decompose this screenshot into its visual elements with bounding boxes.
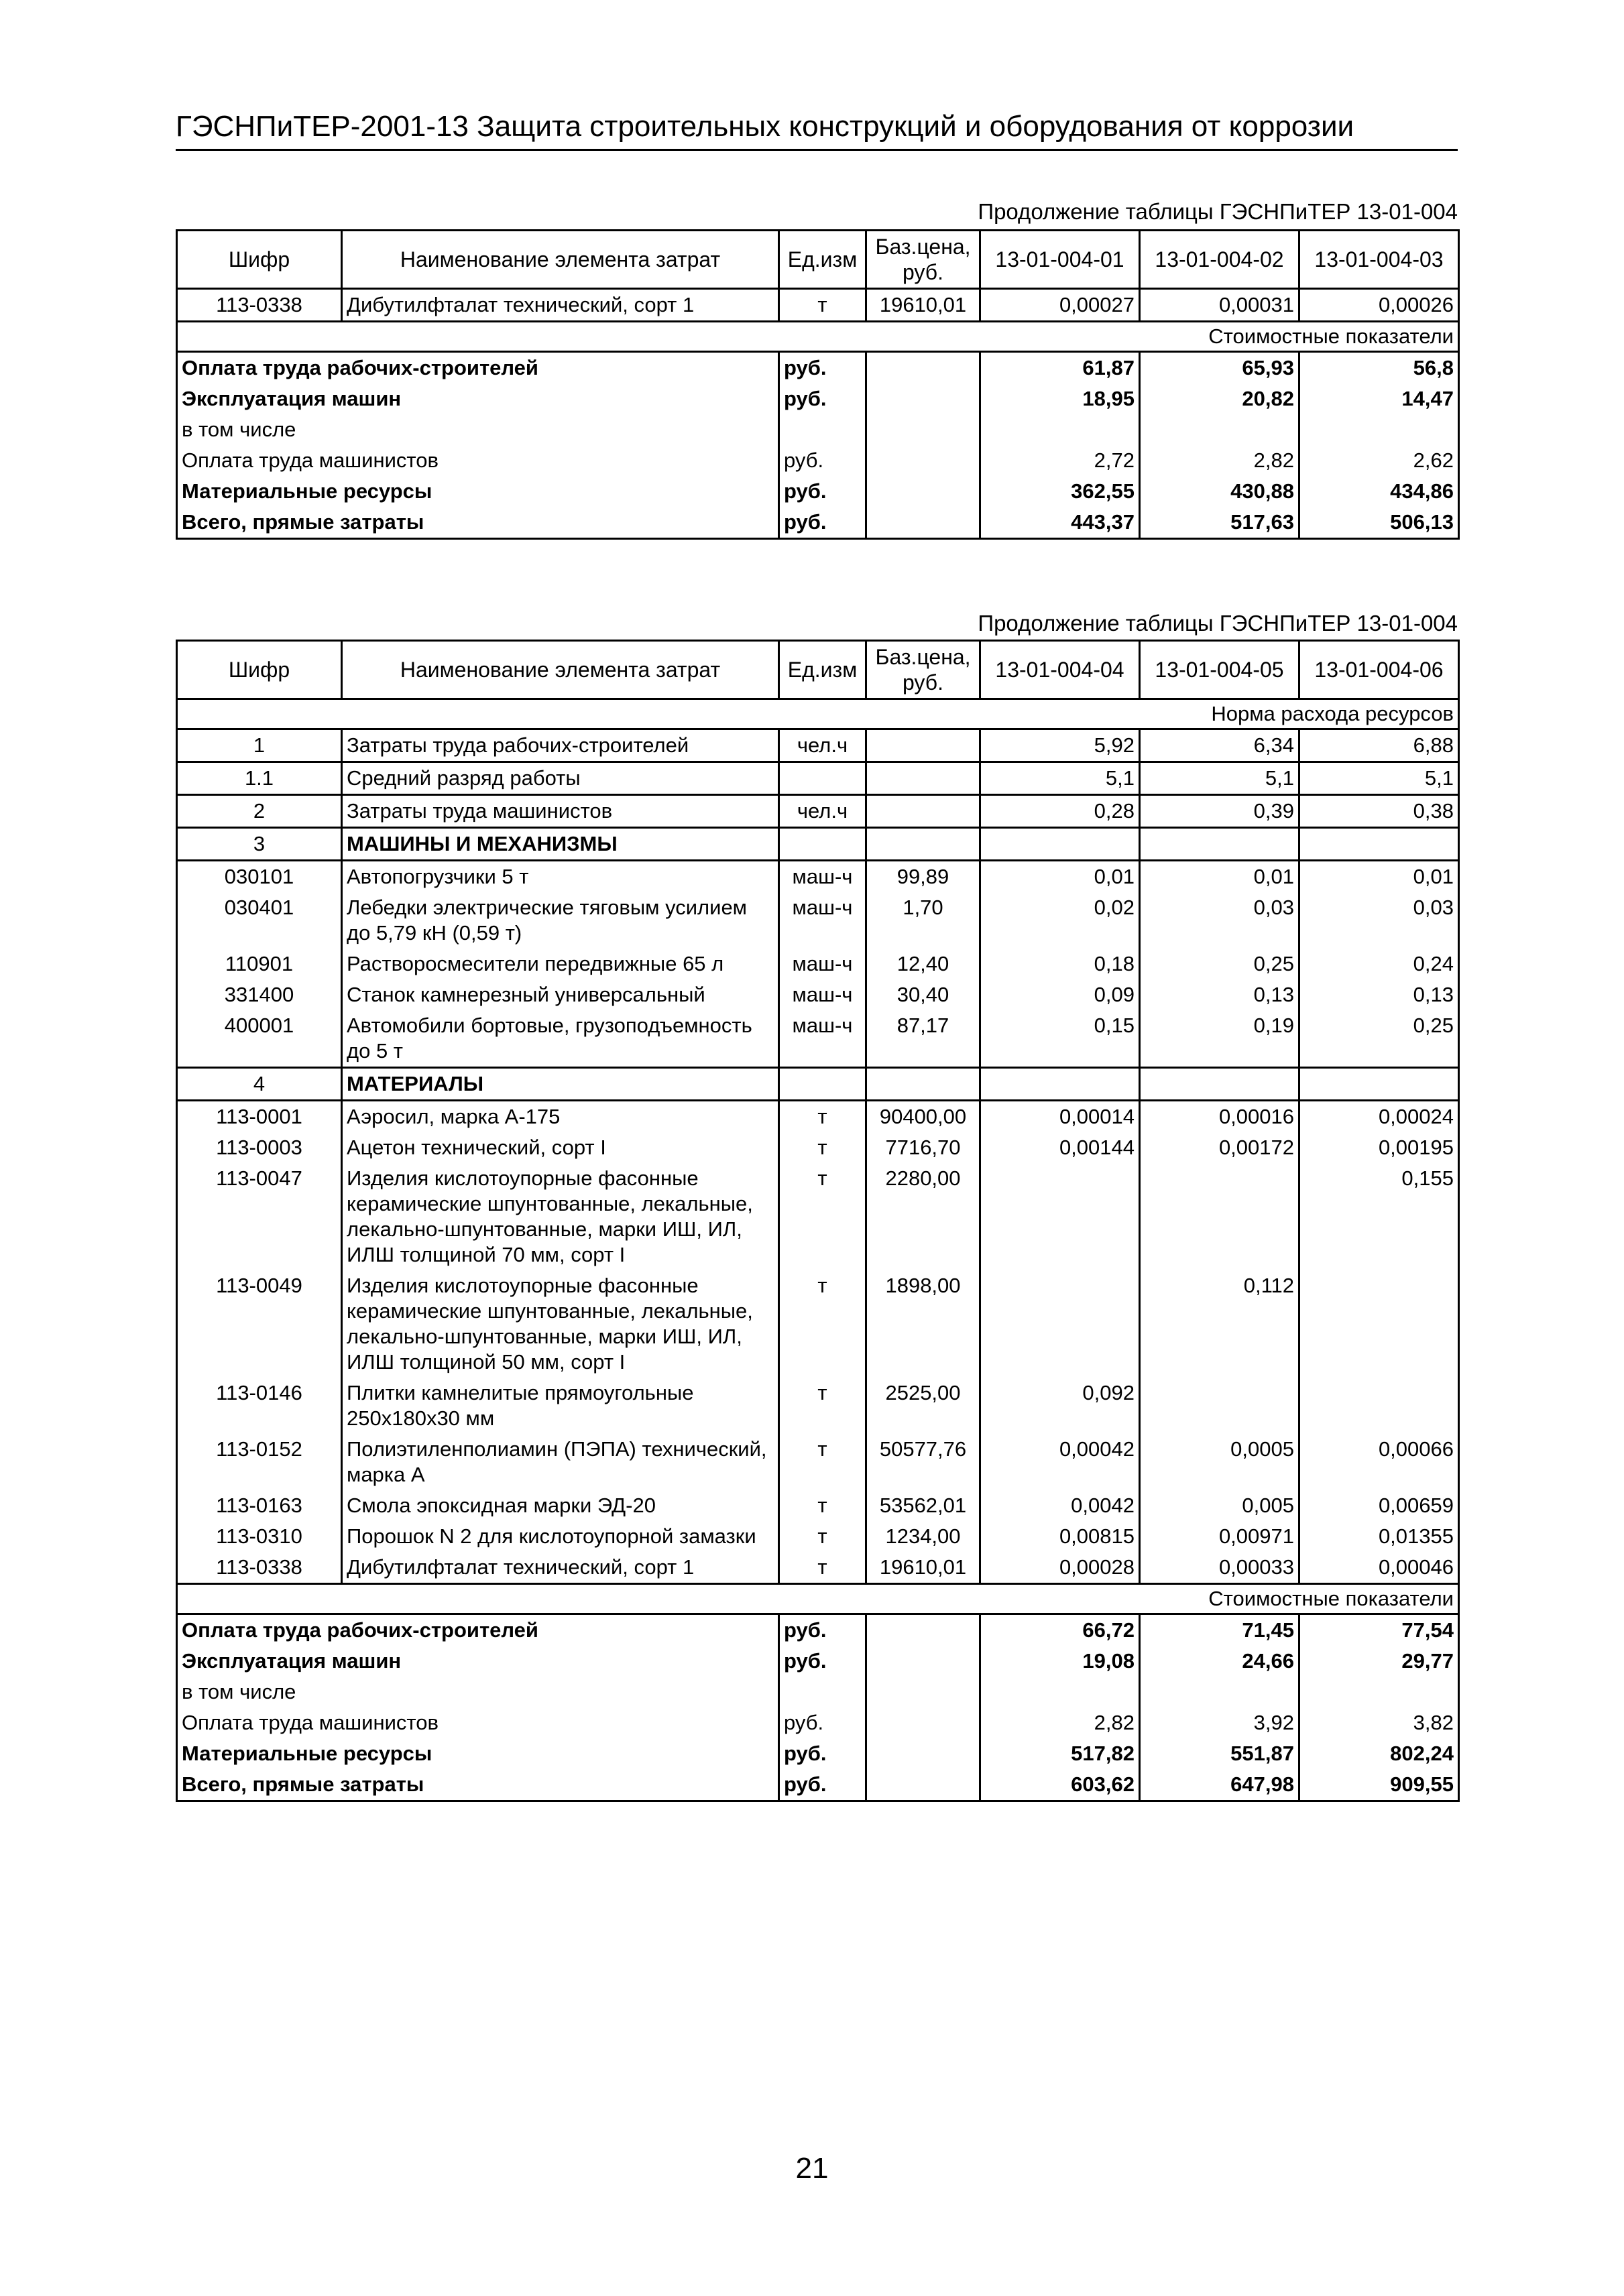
- header-row: [177, 231, 1459, 289]
- table-cell: 1.1: [177, 762, 342, 795]
- table-cell: чел.ч: [779, 795, 866, 828]
- cost-row: [177, 1707, 1459, 1738]
- cost-value: 443,37: [980, 507, 1140, 539]
- table-cell: маш-ч: [779, 949, 866, 979]
- cost-label: Всего, прямые затраты: [177, 1769, 779, 1801]
- cost-unit: руб.: [779, 352, 866, 384]
- table-cell: маш-ч: [779, 861, 866, 893]
- table-cell: 0,01: [980, 861, 1140, 893]
- cost-empty: [866, 1769, 980, 1801]
- cost-unit: руб.: [779, 507, 866, 539]
- table-cell: 0,39: [1140, 795, 1299, 828]
- table-row: [177, 892, 1459, 949]
- table-row: [177, 1490, 1459, 1521]
- table-row: [177, 949, 1459, 979]
- table-cell: 0,09: [980, 979, 1140, 1010]
- header-row: [177, 641, 1459, 699]
- table-cell: 5,92: [980, 729, 1140, 762]
- table-cell: т: [779, 1521, 866, 1552]
- cost-row: [177, 352, 1459, 384]
- table-cell: Станок камнерезный универсальный: [342, 979, 779, 1010]
- table-row: [177, 1378, 1459, 1434]
- page-number: 21: [795, 2152, 829, 2185]
- cost-unit: руб.: [779, 1769, 866, 1801]
- table-row: [177, 762, 1459, 795]
- table-cell: 1234,00: [866, 1521, 980, 1552]
- cost-empty: [866, 383, 980, 414]
- table-cell: 5,1: [980, 762, 1140, 795]
- table-cell: 113-0338: [177, 1552, 342, 1584]
- table-cell: [779, 762, 866, 795]
- table-cell: т: [779, 1490, 866, 1521]
- table-cell: [866, 729, 980, 762]
- table-cell: 0,00027: [980, 289, 1140, 322]
- cost-row: [177, 476, 1459, 507]
- table-cell: Изделия кислотоупорные фасонные керамические шпунтованные, лекальные, лекально-шпунтованные, марки ИШ, ИЛ, ИЛШ толщиной 70 мм, сорт I: [342, 1163, 779, 1270]
- table-row: [177, 1068, 1459, 1101]
- table-cell: 113-0047: [177, 1163, 342, 1270]
- table-cell: 87,17: [866, 1010, 980, 1068]
- column-header: Ед.изм: [779, 231, 866, 289]
- section-label: Стоимостные показатели: [177, 322, 1459, 352]
- cost-label: Оплата труда машинистов: [177, 445, 779, 476]
- cost-empty: [866, 1614, 980, 1646]
- cost-value: 362,55: [980, 476, 1140, 507]
- cost-value: 20,82: [1140, 383, 1299, 414]
- cost-value: 517,63: [1140, 507, 1299, 539]
- table-cell: 53562,01: [866, 1490, 980, 1521]
- table-cell: 0,15: [980, 1010, 1140, 1068]
- table-cell: 0,02: [980, 892, 1140, 949]
- table-cell: [1299, 1378, 1459, 1434]
- table-cell: Лебедки электрические тяговым усилием до 5,79 кН (0,59 т): [342, 892, 779, 949]
- table-row: [177, 1132, 1459, 1163]
- table-row: [177, 1101, 1459, 1133]
- table-cell: 113-0049: [177, 1270, 342, 1378]
- table-cell: 50577,76: [866, 1434, 980, 1490]
- table-cell: Плитки камнелитые прямоугольные 250х180х30 мм: [342, 1378, 779, 1434]
- table-row: [177, 729, 1459, 762]
- table-cell: Автопогрузчики 5 т: [342, 861, 779, 893]
- cost-empty: [866, 1707, 980, 1738]
- cost-empty: [866, 352, 980, 384]
- table-cell: 030401: [177, 892, 342, 949]
- cost-value: 430,88: [1140, 476, 1299, 507]
- table-cell: 30,40: [866, 979, 980, 1010]
- cost-value: 18,95: [980, 383, 1140, 414]
- table-cell: Затраты труда машинистов: [342, 795, 779, 828]
- cost-label: Оплата труда рабочих-строителей: [177, 352, 779, 384]
- cost-value: [980, 1677, 1140, 1707]
- cost-empty: [866, 445, 980, 476]
- table-cell: 4: [177, 1068, 342, 1101]
- table-cell: т: [779, 1101, 866, 1133]
- cost-row: [177, 1769, 1459, 1801]
- table-row: [177, 1521, 1459, 1552]
- cost-value: 551,87: [1140, 1738, 1299, 1769]
- column-header: 13-01-004-04: [980, 641, 1140, 699]
- cost-empty: [866, 1646, 980, 1677]
- table-cell: 0,00026: [1299, 289, 1459, 322]
- table-cell: 0,00195: [1299, 1132, 1459, 1163]
- table-cell: Затраты труда рабочих-строителей: [342, 729, 779, 762]
- table-cell: [980, 1163, 1140, 1270]
- cost-value: 517,82: [980, 1738, 1140, 1769]
- cost-value: 603,62: [980, 1769, 1140, 1801]
- table-row: [177, 828, 1459, 861]
- table-cell: 0,00016: [1140, 1101, 1299, 1133]
- table-cell: 0,00046: [1299, 1552, 1459, 1584]
- table-cell: 0,00024: [1299, 1101, 1459, 1133]
- cost-value: 3,92: [1140, 1707, 1299, 1738]
- table-cell: 0,0005: [1140, 1434, 1299, 1490]
- table-cell: 113-0152: [177, 1434, 342, 1490]
- section-row: [177, 699, 1459, 729]
- table-cell: т: [779, 1434, 866, 1490]
- table-row: [177, 1434, 1459, 1490]
- table-cell: [1140, 828, 1299, 861]
- table-cell: маш-ч: [779, 892, 866, 949]
- table-cell: Ацетон технический, сорт I: [342, 1132, 779, 1163]
- table-cell: 0,38: [1299, 795, 1459, 828]
- cost-label: Материальные ресурсы: [177, 476, 779, 507]
- cost-label: Оплата труда машинистов: [177, 1707, 779, 1738]
- table-cell: 1,70: [866, 892, 980, 949]
- table-cell: 0,25: [1299, 1010, 1459, 1068]
- table-cell: т: [779, 1132, 866, 1163]
- table-cell: МАШИНЫ И МЕХАНИЗМЫ: [342, 828, 779, 861]
- table-cell: [779, 1068, 866, 1101]
- table-cell: 0,24: [1299, 949, 1459, 979]
- table-cell: 5,1: [1299, 762, 1459, 795]
- cost-value: 802,24: [1299, 1738, 1459, 1769]
- cost-label: Эксплуатация машин: [177, 1646, 779, 1677]
- cost-value: 647,98: [1140, 1769, 1299, 1801]
- cost-value: 65,93: [1140, 352, 1299, 384]
- table-cell: Аэросил, марка А-175: [342, 1101, 779, 1133]
- table-cell: Порошок N 2 для кислотоупорной замазки: [342, 1521, 779, 1552]
- table-cell: 113-0003: [177, 1132, 342, 1163]
- table-cell: 3: [177, 828, 342, 861]
- cost-row: [177, 383, 1459, 414]
- table-cell: 331400: [177, 979, 342, 1010]
- table-cell: 0,00042: [980, 1434, 1140, 1490]
- table-cell: Средний разряд работы: [342, 762, 779, 795]
- column-header: 13-01-004-06: [1299, 641, 1459, 699]
- table-cell: 113-0310: [177, 1521, 342, 1552]
- table-cell: т: [779, 289, 866, 322]
- table-cell: Автомобили бортовые, грузоподъемность до 5 т: [342, 1010, 779, 1068]
- cost-unit: руб.: [779, 1738, 866, 1769]
- cost-value: [980, 414, 1140, 445]
- table-cell: 19610,01: [866, 289, 980, 322]
- section-label: Норма расхода ресурсов: [177, 699, 1459, 729]
- table-cell: 6,88: [1299, 729, 1459, 762]
- table-cell: 2: [177, 795, 342, 828]
- cost-value: 2,72: [980, 445, 1140, 476]
- table-cell: т: [779, 1378, 866, 1434]
- table-cell: 0,00815: [980, 1521, 1140, 1552]
- table-cell: Полиэтиленполиамин (ПЭПА) технический, марка А: [342, 1434, 779, 1490]
- table-cell: 0,00971: [1140, 1521, 1299, 1552]
- cost-row: [177, 445, 1459, 476]
- table-cell: маш-ч: [779, 1010, 866, 1068]
- cost-value: 909,55: [1299, 1769, 1459, 1801]
- table-cell: [980, 828, 1140, 861]
- cost-row: [177, 414, 1459, 445]
- table-row: [177, 1010, 1459, 1068]
- cost-value: [1140, 1677, 1299, 1707]
- cost-row: [177, 507, 1459, 539]
- cost-value: 2,82: [980, 1707, 1140, 1738]
- table-cell: [1299, 828, 1459, 861]
- table-cell: 0,00028: [980, 1552, 1140, 1584]
- cost-value: 2,62: [1299, 445, 1459, 476]
- table1: [176, 229, 1460, 540]
- table-cell: 1: [177, 729, 342, 762]
- table-row: [177, 795, 1459, 828]
- cost-label: Эксплуатация машин: [177, 383, 779, 414]
- table-cell: [1299, 1068, 1459, 1101]
- table-cell: маш-ч: [779, 979, 866, 1010]
- table-cell: 400001: [177, 1010, 342, 1068]
- column-header: Наименование элемента затрат: [342, 641, 779, 699]
- cost-unit: руб.: [779, 476, 866, 507]
- table-cell: 0,19: [1140, 1010, 1299, 1068]
- cost-label: в том числе: [177, 1677, 779, 1707]
- table-cell: 0,03: [1299, 892, 1459, 949]
- table-cell: 0,28: [980, 795, 1140, 828]
- column-header: 13-01-004-05: [1140, 641, 1299, 699]
- table-cell: [866, 1068, 980, 1101]
- table-cell: чел.ч: [779, 729, 866, 762]
- section-row: [177, 1584, 1459, 1614]
- table-row: [177, 979, 1459, 1010]
- table-cell: 0,005: [1140, 1490, 1299, 1521]
- table-cell: 0,00659: [1299, 1490, 1459, 1521]
- table-cell: 90400,00: [866, 1101, 980, 1133]
- cost-empty: [866, 507, 980, 539]
- table-cell: 0,00031: [1140, 289, 1299, 322]
- table-cell: 7716,70: [866, 1132, 980, 1163]
- cost-row: [177, 1614, 1459, 1646]
- table-cell: т: [779, 1163, 866, 1270]
- cost-empty: [866, 414, 980, 445]
- cost-value: 61,87: [980, 352, 1140, 384]
- column-header: Ед.изм: [779, 641, 866, 699]
- cost-unit: руб.: [779, 1614, 866, 1646]
- table-cell: 6,34: [1140, 729, 1299, 762]
- table-cell: 99,89: [866, 861, 980, 893]
- table2: [176, 640, 1460, 1802]
- table-cell: Дибутилфталат технический, сорт 1: [342, 289, 779, 322]
- table-cell: [980, 1068, 1140, 1101]
- column-header: 13-01-004-01: [980, 231, 1140, 289]
- cost-value: 77,54: [1299, 1614, 1459, 1646]
- table-cell: 113-0001: [177, 1101, 342, 1133]
- cost-value: 71,45: [1140, 1614, 1299, 1646]
- cost-row: [177, 1677, 1459, 1707]
- cost-value: 29,77: [1299, 1646, 1459, 1677]
- cost-label: Оплата труда рабочих-строителей: [177, 1614, 779, 1646]
- table-cell: 19610,01: [866, 1552, 980, 1584]
- table-cell: 0,092: [980, 1378, 1140, 1434]
- table-cell: 5,1: [1140, 762, 1299, 795]
- table-cell: 030101: [177, 861, 342, 893]
- table1-continuation: Продолжение таблицы ГЭСНПиТЕР 13-01-004: [978, 199, 1458, 224]
- table-cell: 0,00033: [1140, 1552, 1299, 1584]
- table-cell: 110901: [177, 949, 342, 979]
- column-header: Шифр: [177, 231, 342, 289]
- table2-continuation: Продолжение таблицы ГЭСНПиТЕР 13-01-004: [978, 611, 1458, 636]
- table-cell: 113-0338: [177, 289, 342, 322]
- table-cell: 0,112: [1140, 1270, 1299, 1378]
- table-cell: 0,18: [980, 949, 1140, 979]
- table-cell: 0,13: [1299, 979, 1459, 1010]
- cost-value: [1140, 414, 1299, 445]
- table-cell: 113-0163: [177, 1490, 342, 1521]
- cost-value: 19,08: [980, 1646, 1140, 1677]
- table-cell: 0,00014: [980, 1101, 1140, 1133]
- cost-value: 434,86: [1299, 476, 1459, 507]
- table-cell: Дибутилфталат технический, сорт 1: [342, 1552, 779, 1584]
- cost-value: 14,47: [1299, 383, 1459, 414]
- cost-value: 56,8: [1299, 352, 1459, 384]
- table-cell: [980, 1270, 1140, 1378]
- cost-unit: руб.: [779, 1707, 866, 1738]
- cost-value: 506,13: [1299, 507, 1459, 539]
- cost-unit: руб.: [779, 445, 866, 476]
- cost-value: [1299, 414, 1459, 445]
- table-cell: 0,155: [1299, 1163, 1459, 1270]
- cost-label: Всего, прямые затраты: [177, 507, 779, 539]
- table-cell: 0,13: [1140, 979, 1299, 1010]
- table-cell: Растворосмесители передвижные 65 л: [342, 949, 779, 979]
- table-cell: [1140, 1068, 1299, 1101]
- table-cell: [779, 828, 866, 861]
- cost-unit: [779, 414, 866, 445]
- cost-value: 2,82: [1140, 445, 1299, 476]
- table-cell: 0,00172: [1140, 1132, 1299, 1163]
- table-row: [177, 1270, 1459, 1378]
- table-cell: 0,00144: [980, 1132, 1140, 1163]
- cost-value: 3,82: [1299, 1707, 1459, 1738]
- table-cell: 0,01355: [1299, 1521, 1459, 1552]
- table-cell: [1140, 1378, 1299, 1434]
- cost-empty: [866, 476, 980, 507]
- table-cell: 12,40: [866, 949, 980, 979]
- table-row: [177, 1163, 1459, 1270]
- table-cell: 113-0146: [177, 1378, 342, 1434]
- cost-value: 66,72: [980, 1614, 1140, 1646]
- table-cell: Изделия кислотоупорные фасонные керамические шпунтованные, лекальные, лекально-шпунтованные, марки ИШ, ИЛ, ИЛШ толщиной 50 мм, сорт I: [342, 1270, 779, 1378]
- table-cell: Смола эпоксидная марки ЭД-20: [342, 1490, 779, 1521]
- column-header: Баз.цена, руб.: [866, 231, 980, 289]
- table-cell: [1299, 1270, 1459, 1378]
- cost-label: Материальные ресурсы: [177, 1738, 779, 1769]
- table-cell: 0,01: [1140, 861, 1299, 893]
- table-cell: 0,01: [1299, 861, 1459, 893]
- table-cell: 2525,00: [866, 1378, 980, 1434]
- table-row: [177, 289, 1459, 322]
- section-label: Стоимостные показатели: [177, 1584, 1459, 1614]
- cost-row: [177, 1646, 1459, 1677]
- table-row: [177, 861, 1459, 893]
- table-cell: т: [779, 1552, 866, 1584]
- table-cell: 0,0042: [980, 1490, 1140, 1521]
- cost-empty: [866, 1738, 980, 1769]
- section-row: [177, 322, 1459, 352]
- cost-label: в том числе: [177, 414, 779, 445]
- table-cell: [866, 795, 980, 828]
- table-cell: т: [779, 1270, 866, 1378]
- table-cell: 1898,00: [866, 1270, 980, 1378]
- cost-unit: руб.: [779, 1646, 866, 1677]
- column-header: 13-01-004-03: [1299, 231, 1459, 289]
- table-cell: 2280,00: [866, 1163, 980, 1270]
- table-cell: [866, 762, 980, 795]
- table-cell: 0,03: [1140, 892, 1299, 949]
- cost-unit: руб.: [779, 383, 866, 414]
- table-row: [177, 1552, 1459, 1584]
- page-header: ГЭСНПиТЕР-2001-13 Защита строительных конструкций и оборудования от коррозии: [176, 107, 1458, 151]
- table-cell: 0,25: [1140, 949, 1299, 979]
- cost-value: [1299, 1677, 1459, 1707]
- cost-value: 24,66: [1140, 1646, 1299, 1677]
- table-cell: [1140, 1163, 1299, 1270]
- column-header: Шифр: [177, 641, 342, 699]
- cost-empty: [866, 1677, 980, 1707]
- cost-row: [177, 1738, 1459, 1769]
- column-header: Наименование элемента затрат: [342, 231, 779, 289]
- table-cell: [866, 828, 980, 861]
- table-cell: МАТЕРИАЛЫ: [342, 1068, 779, 1101]
- table-cell: 0,00066: [1299, 1434, 1459, 1490]
- column-header: 13-01-004-02: [1140, 231, 1299, 289]
- column-header: Баз.цена, руб.: [866, 641, 980, 699]
- cost-unit: [779, 1677, 866, 1707]
